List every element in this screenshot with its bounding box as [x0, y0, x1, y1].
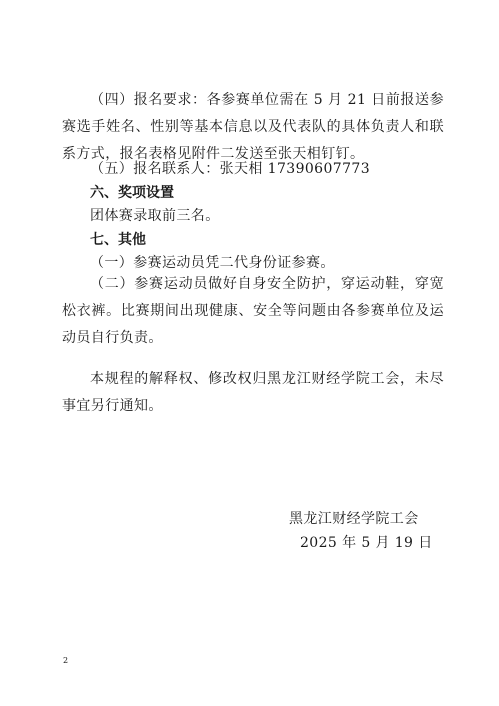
page-number: 2 — [63, 656, 69, 665]
other-item-2-paragraph: （二）参赛运动员做好自身安全防护，穿运动鞋，穿宽松衣裤。比赛期间出现健康、安全等问题由各参赛单位及运动员自行负责。 — [62, 276, 444, 346]
interpretation-paragraph: 本规程的解释权、修改权归黑龙江财经学院工会，未尽事宜另行通知。 — [62, 371, 444, 414]
other-heading: 七、其他 — [90, 232, 146, 248]
awards-text: 团体赛录取前三名。 — [90, 208, 220, 224]
registration-contact-line: （五）报名联系人：张天相 17390607773 — [90, 161, 371, 177]
other-item-1: （一）参赛运动员凭二代身份证参赛。 — [90, 255, 335, 271]
awards-heading: 六、奖项设置 — [90, 185, 174, 201]
registration-requirements-paragraph: （四）报名要求：各参赛单位需在 5 月 21 日前报送参赛选手姓名、性别等基本信息以及代表队的具体负责人和联系方式，报名表格见附件二发送至张天相钉钉。 — [62, 92, 444, 162]
signature-date: 2025 年 5 月 19 日 — [300, 535, 433, 551]
signature-organization: 黑龙江财经学院工会 — [289, 511, 419, 527]
